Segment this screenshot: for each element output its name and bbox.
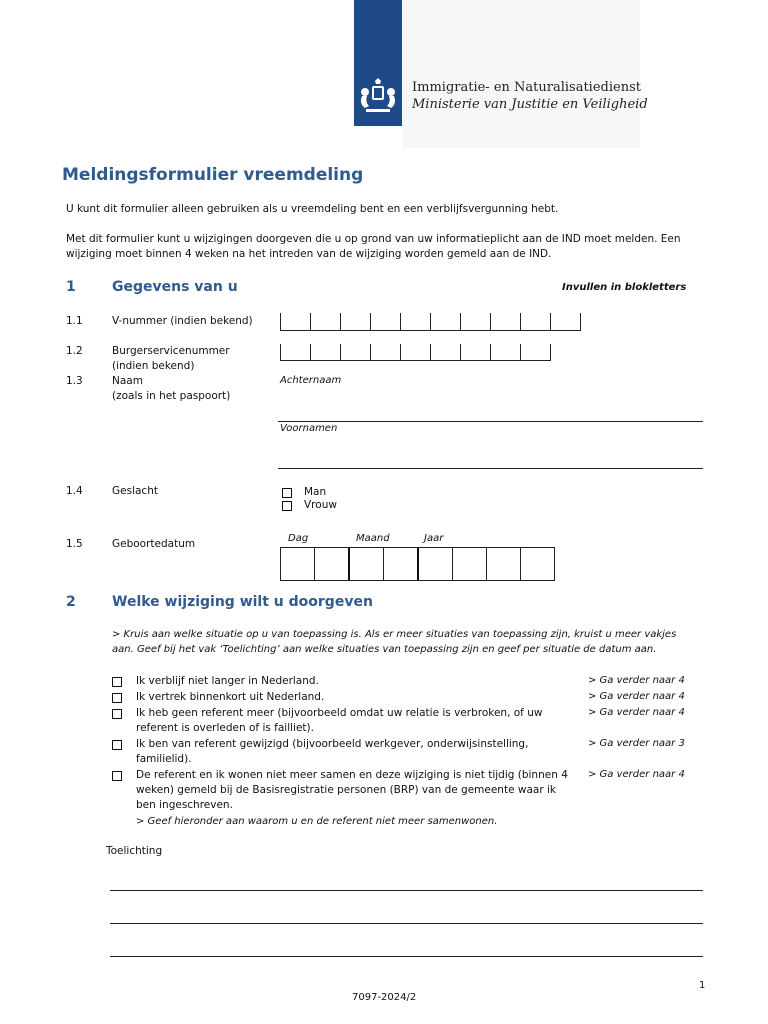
ministry-name: Ministerie van Justitie en Veiligheid [412,97,648,112]
item-1-goto: > Ga verder naar 4 [588,675,685,686]
checkbox-man[interactable] [282,488,292,498]
item-5-text-line1: De referent en ik wonen niet meer samen en deze wijziging is niet tijdig (binnen 4 [136,769,568,781]
item-5-instruction: > Geef hieronder aan waarom u en de referent niet meer samenwonen. [136,816,498,827]
intro-paragraph-2-line2: wijziging moet binnen 4 weken na het intreden van de wijziging worden gemeld aan de IND. [66,248,552,260]
section1-number: 1 [66,279,76,295]
org-name: Immigratie- en Naturalisatiedienst [412,80,641,95]
checkbox-item-5[interactable] [112,771,122,781]
section2-title: Welke wijziging wilt u doorgeven [112,594,373,610]
bsn-input[interactable] [280,344,551,361]
birthdate-input[interactable] [280,547,555,581]
item-5-goto: > Ga verder naar 4 [588,769,685,780]
checkbox-item-4[interactable] [112,740,122,750]
coat-of-arms-icon [356,78,400,118]
field-number-1-1: 1.1 [66,315,83,327]
checkbox-item-1[interactable] [112,677,122,687]
name-label-note: (zoals in het paspoort) [112,390,231,402]
option-vrouw-label: Vrouw [304,499,337,511]
surname-input[interactable] [278,421,703,422]
bsn-label-note: (indien bekend) [112,360,195,372]
form-code: 7097-2024/2 [352,992,417,1003]
item-2-text: Ik vertrek binnenkort uit Nederland. [136,691,325,703]
item-5-text-line3: ben ingeschreven. [136,799,233,811]
option-man-label: Man [304,486,327,498]
name-label: Naam [112,375,143,387]
intro-paragraph-2-line1: Met dit formulier kunt u wijzigingen doorgeven die u op grond van uw informatieplicht aan de IND moet melden. Een [66,233,681,245]
field-number-1-2: 1.2 [66,345,83,357]
item-5-text-line2: weken) gemeld bij de Basisregistratie personen (BRP) van de gemeente waar ik [136,784,556,796]
page-title: Meldingsformulier vreemdeling [62,165,364,185]
explanation-line-1[interactable] [110,890,703,891]
gender-label: Geslacht [112,485,158,497]
explanation-line-3[interactable] [110,956,703,957]
given-names-caption: Voornamen [280,423,338,434]
item-2-goto: > Ga verder naar 4 [588,691,685,702]
section1-title: Gegevens van u [112,279,238,295]
month-caption: Maand [356,533,390,544]
checkbox-item-3[interactable] [112,709,122,719]
item-3-goto: > Ga verder naar 4 [588,707,685,718]
field-number-1-5: 1.5 [66,538,83,550]
year-caption: Jaar [424,533,444,544]
intro-paragraph-1: U kunt dit formulier alleen gebruiken als u vreemdeling bent en een verblijfsvergunning hebt. [66,203,559,215]
item-4-text-line2: familielid). [136,753,192,765]
item-4-text-line1: Ik ben van referent gewijzigd (bijvoorbeeld werkgever, onderwijsinstelling, [136,738,529,750]
checkbox-item-2[interactable] [112,693,122,703]
given-names-input[interactable] [278,468,703,469]
birthdate-label: Geboortedatum [112,538,196,550]
section2-instruction-line1: > Kruis aan welke situatie op u van toepassing is. Als er meer situaties van toepassing zijn, kruist u meer vakjes [112,629,677,640]
bsn-label: Burgerservicenummer [112,345,230,357]
checkbox-vrouw[interactable] [282,501,292,511]
section2-instruction-line2: aan. Geef bij het vak ‘Toelichting’ aan welke situaties van toepassing zijn en geef per situatie de datum aan. [112,644,657,655]
surname-caption: Achternaam [280,375,342,386]
day-caption: Dag [288,533,309,544]
field-number-1-4: 1.4 [66,485,83,497]
v-number-label: V-nummer (indien bekend) [112,315,253,327]
section2-number: 2 [66,594,76,610]
logo-background [402,0,640,148]
item-3-text-line1: Ik heb geen referent meer (bijvoorbeeld omdat uw relatie is verbroken, of uw [136,707,543,719]
explanation-label: Toelichting [106,845,163,857]
field-number-1-3: 1.3 [66,375,83,387]
v-number-input[interactable] [280,313,581,331]
item-4-goto: > Ga verder naar 3 [588,738,685,749]
item-1-text: Ik verblijf niet langer in Nederland. [136,675,319,687]
page-number: 1 [699,980,706,991]
block-letters-note: Invullen in blokletters [562,282,687,293]
item-3-text-line2: referent is overleden of is failliet). [136,722,314,734]
explanation-line-2[interactable] [110,923,703,924]
